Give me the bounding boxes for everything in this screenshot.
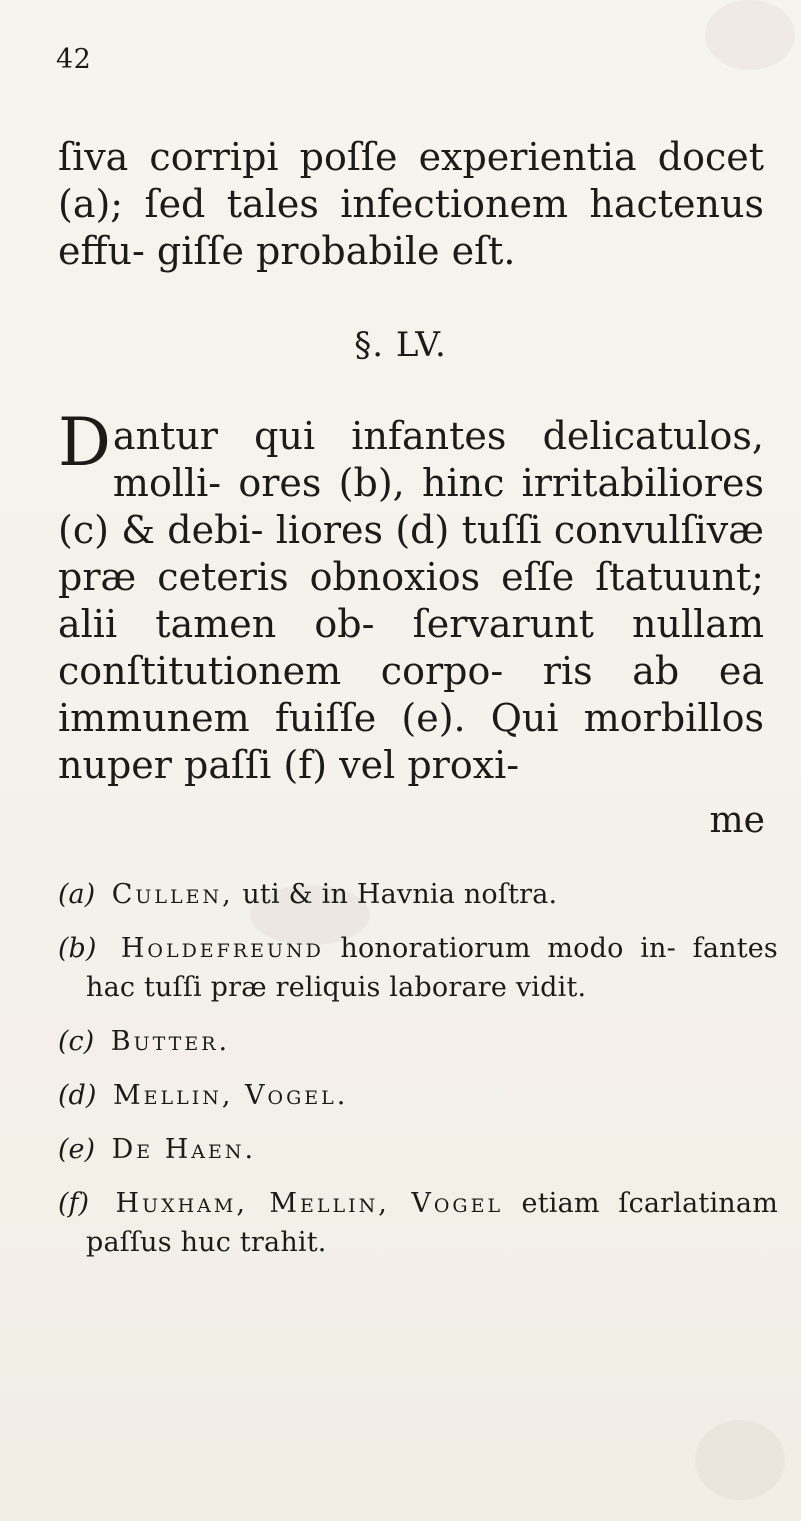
catchword: me [709, 800, 765, 841]
footnote-label: (a) [58, 879, 96, 910]
footnote-label: (e) [58, 1134, 96, 1165]
footnote-author: Huxham, Mellin, Vogel [115, 1188, 504, 1219]
footnote-label: (c) [58, 1026, 95, 1057]
main-paragraph-text: antur qui infantes delicatulos, molli- ores (b), hinc irritabiliores (c) & debi- liores (d) tuſſi convulſivæ præ ceteris obnoxios eſſe ſtatuunt; alii tamen ob- ſervarunt nullam conſtitutionem corpo- ris ab ea immunem fuiſſe (e). Qui morbillos nuper paſſi (f) vel proxi- [58, 414, 764, 787]
footnote-author: Cullen, [111, 879, 234, 910]
paper-stain [705, 0, 795, 70]
footnote-author: Mellin, Vogel. [112, 1080, 349, 1111]
main-paragraph [58, 404, 764, 789]
footnote-a [58, 875, 778, 914]
footnote-text: uti & in Havnia noſtra. [242, 879, 558, 910]
drop-cap: D [58, 404, 111, 481]
footnote-label: (f) [58, 1188, 90, 1219]
footnote-author: Holdefreund [120, 933, 324, 964]
page-number: 42 [56, 44, 92, 75]
footnote-e [58, 1130, 778, 1169]
footnote-text: honoratiorum modo in- fantes hac tuſſi præ reliquis laborare vidit. [86, 933, 778, 1003]
footnote-f [58, 1184, 778, 1262]
footnote-label: (d) [58, 1080, 97, 1111]
paper-stain [695, 1420, 785, 1500]
continuation-paragraph: ſiva corripi poſſe experientia docet (a); ſed tales infectionem hactenus effu- giſſe probabile eſt. [58, 135, 764, 273]
footnote-author: Butter. [110, 1026, 231, 1057]
footnote-label: (b) [58, 933, 97, 964]
section-heading: §. LV. [354, 325, 447, 365]
footnote-author: De Haen. [111, 1134, 257, 1165]
footnote-text: etiam ſcarlatinam paſſus huc trahit. [86, 1188, 778, 1258]
footnote-d [58, 1076, 778, 1115]
footnotes [58, 875, 778, 1277]
footnote-c [58, 1022, 778, 1061]
footnote-b [58, 929, 778, 1007]
